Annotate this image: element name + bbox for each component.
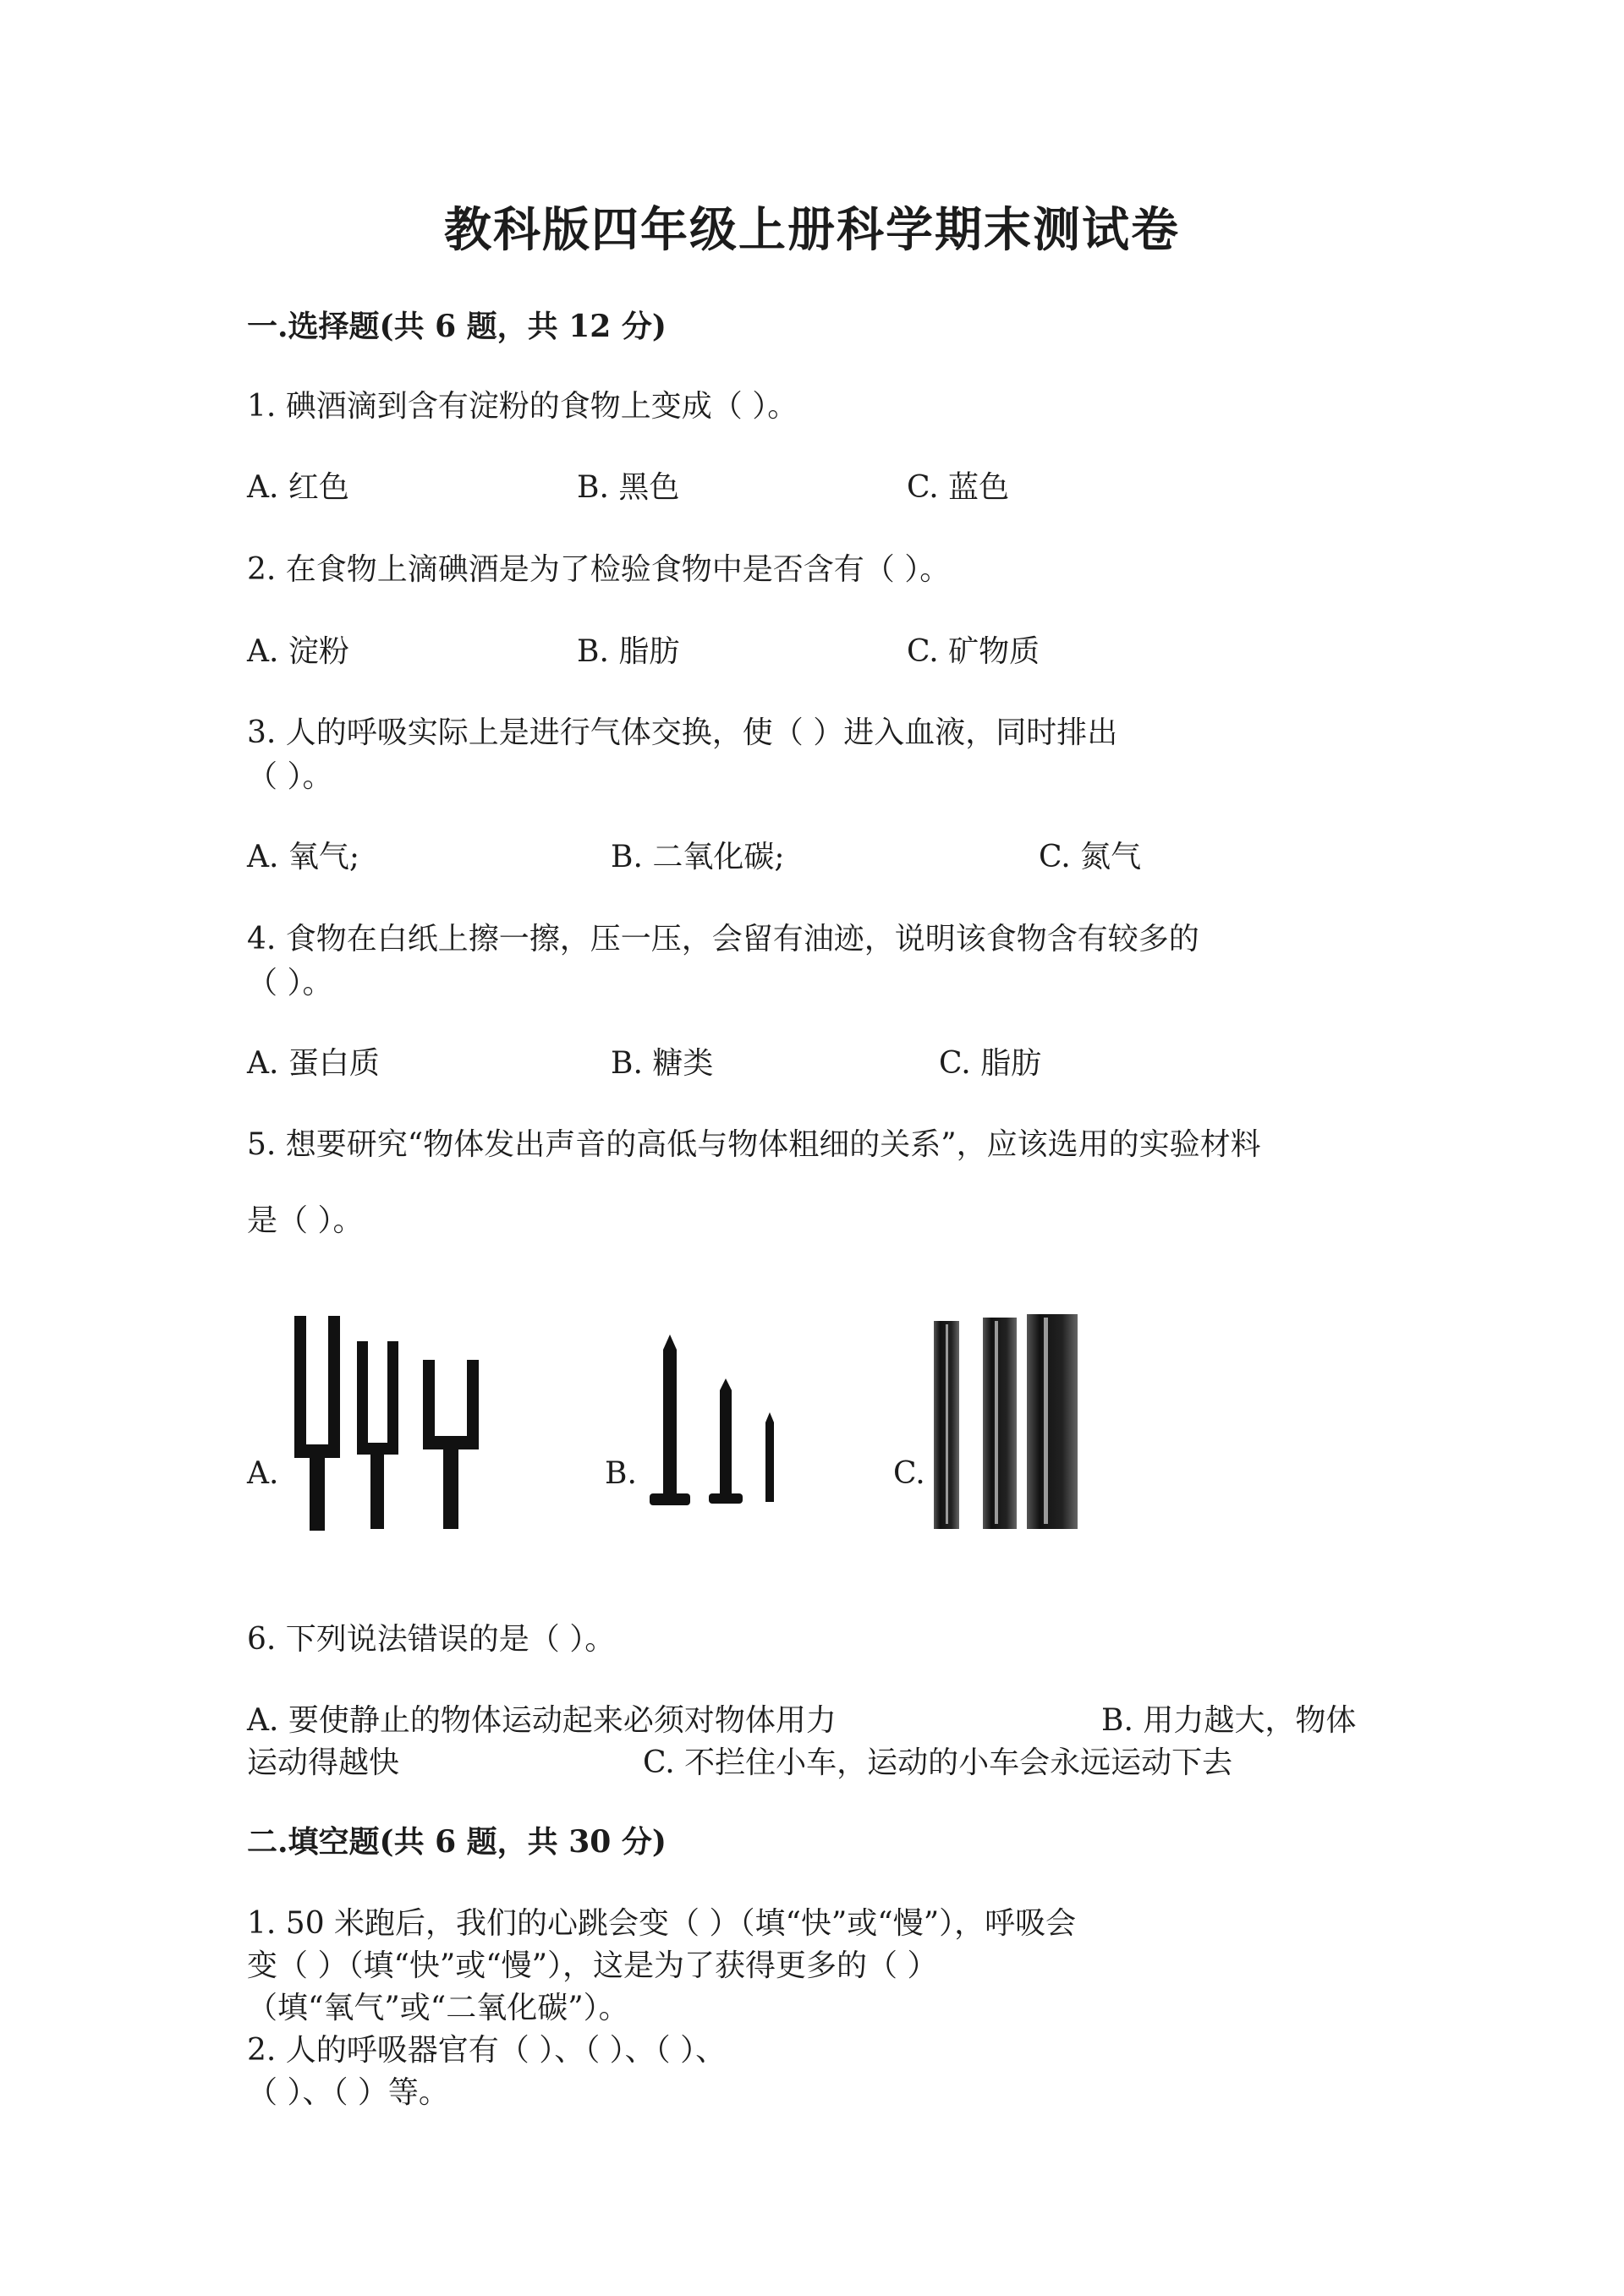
section-heading-choice: 一.选择题(共 6 题，共 12 分) — [247, 309, 667, 344]
question-3-stem-line1: 3. 人的呼吸实际上是进行气体交换，使（ ）进入血液，同时排出 — [247, 715, 1118, 750]
section-heading-fill-in: 二.填空题(共 6 题，共 30 分) — [247, 1824, 667, 1860]
question-6-option-b-continued: 运动得越快 — [247, 1745, 400, 1780]
question-5-stem-line2: 是（ ）。 — [247, 1203, 364, 1238]
question-1-option-a: A. 红色 — [247, 470, 349, 505]
question-4-option-a: A. 蛋白质 — [247, 1046, 380, 1081]
question-1-stem: 1. 碘酒滴到含有淀粉的食物上变成（ ）。 — [247, 389, 798, 424]
question-4-stem-line1: 4. 食物在白纸上擦一擦，压一压，会留有油迹，说明该食物含有较多的 — [247, 922, 1199, 956]
question-1-option-b: B. 黑色 — [577, 470, 680, 505]
question-3-stem-line2: （ ）。 — [247, 759, 333, 794]
question-5-option-c-label: C. — [893, 1456, 925, 1491]
question-6-option-a: A. 要使静止的物体运动起来必须对物体用力 — [247, 1703, 837, 1738]
question-1-option-c: C. 蓝色 — [907, 470, 1010, 505]
fill-question-2-line2: （ ）、（ ）等。 — [247, 2075, 449, 2110]
question-2-option-b: B. 脂肪 — [577, 634, 680, 669]
question-4-option-b: B. 糖类 — [611, 1046, 714, 1081]
nails-figure — [645, 1334, 797, 1529]
fill-question-1-line1: 1. 50 米跑后，我们的心跳会变（ ）（填“快”或“慢”），呼吸会 — [247, 1906, 1077, 1941]
question-3-option-b: B. 二氧化碳; — [611, 840, 785, 874]
question-2-stem: 2. 在食物上滴碘酒是为了检验食物中是否含有（ ）。 — [247, 552, 951, 587]
question-3-option-a: A. 氧气; — [247, 840, 360, 874]
question-4-stem-line2: （ ）。 — [247, 966, 333, 1000]
tuning-forks-figure — [288, 1309, 516, 1537]
fill-question-1-line2: 变（ ）（填“快”或“慢”），这是为了获得更多的（ ） — [247, 1948, 938, 1983]
fill-question-1-line3: （填“氧气”或“二氧化碳”）。 — [247, 1991, 629, 2025]
question-4-option-c: C. 脂肪 — [939, 1046, 1042, 1081]
question-3-option-c: C. 氮气 — [1039, 840, 1142, 874]
question-5-option-b-label: B. — [605, 1456, 637, 1491]
question-6-option-c: C. 不拦住小车，运动的小车会永远运动下去 — [643, 1745, 1233, 1780]
page-title: 教科版四年级上册科学期末测试卷 — [444, 202, 1180, 258]
question-5-stem-line1: 5. 想要研究“物体发出声音的高低与物体粗细的关系”，应该选用的实验材料 — [247, 1127, 1261, 1162]
rods-figure — [930, 1312, 1083, 1534]
question-6-stem: 6. 下列说法错误的是（ ）。 — [247, 1622, 616, 1657]
question-6-option-b: B. 用力越大，物体 — [1101, 1703, 1357, 1738]
question-2-option-a: A. 淀粉 — [247, 634, 349, 669]
fill-question-2-line1: 2. 人的呼吸器官有（ ）、（ ）、（ ）、 — [247, 2033, 727, 2068]
question-2-option-c: C. 矿物质 — [907, 634, 1040, 669]
question-5-option-a-label: A. — [247, 1456, 279, 1491]
